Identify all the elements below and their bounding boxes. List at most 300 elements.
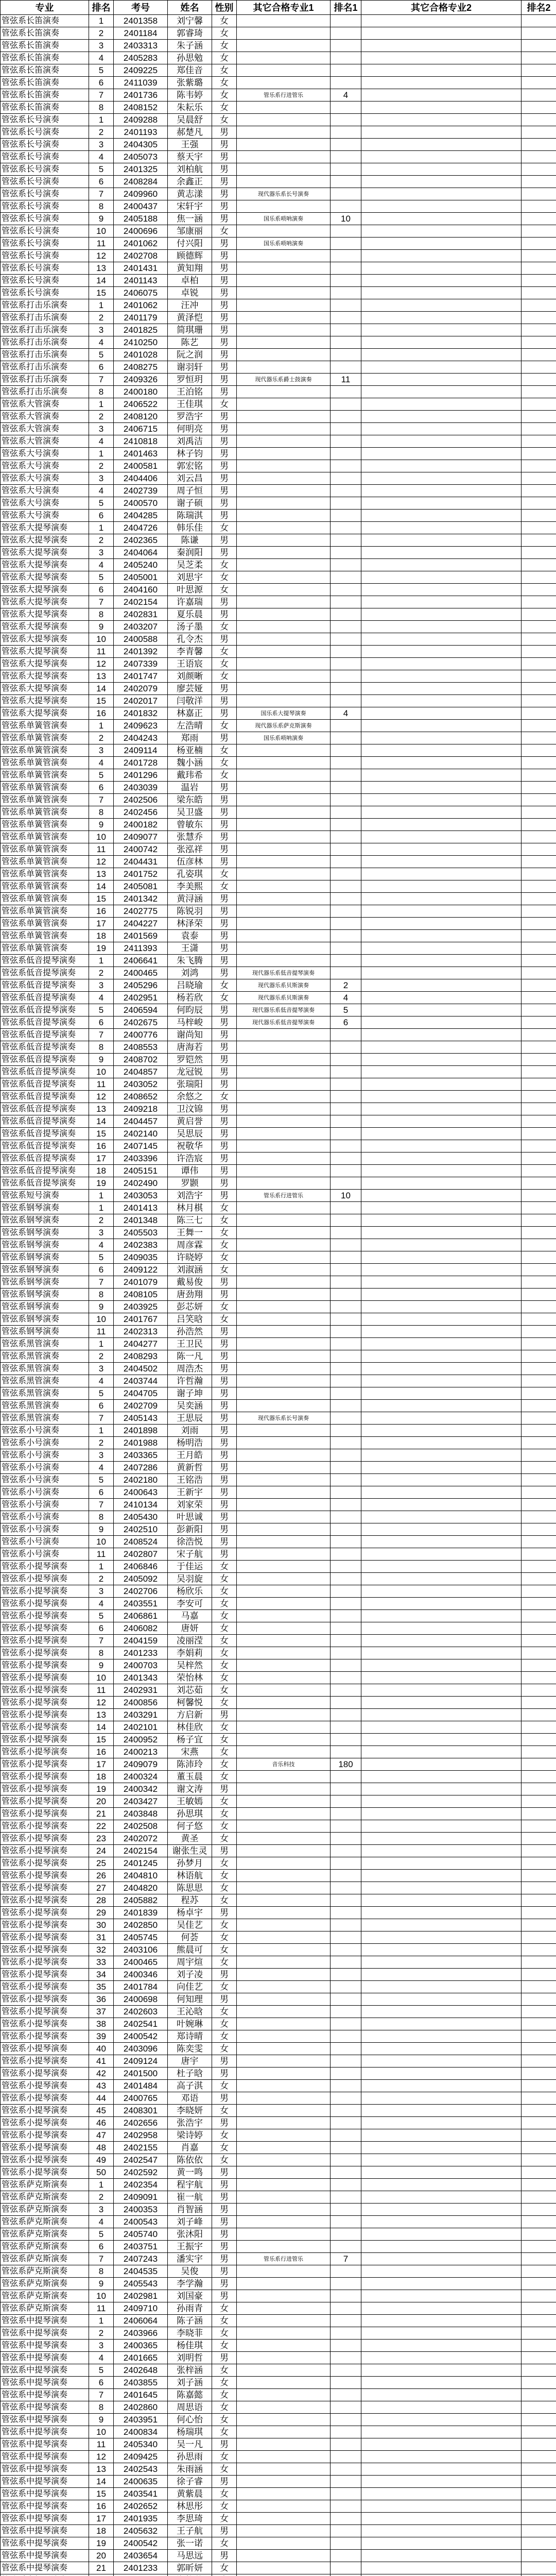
gender-cell: 女: [212, 744, 237, 757]
table-row: [1, 1857, 556, 1870]
table-row: [1, 1721, 556, 1734]
other-major-2-cell: [361, 930, 522, 942]
name-cell: 郑佳音: [168, 64, 212, 77]
major-cell: 管弦系低音提琴演奏: [1, 1128, 89, 1140]
rank-2-cell: [522, 1029, 556, 1041]
exam-number-cell: 2403751: [114, 2241, 168, 2253]
gender-cell: 男: [212, 2476, 237, 2488]
rank-1-cell: [331, 1091, 361, 1103]
rank-2-cell: [522, 868, 556, 880]
rank-1-cell: [331, 1659, 361, 1672]
rank-2-cell: [522, 1128, 556, 1140]
rank-1-cell: [331, 1264, 361, 1276]
rank-2-cell: [522, 374, 556, 386]
other-major-1-cell: [237, 1573, 331, 1585]
rank-2-cell: [522, 831, 556, 843]
table-row: [1, 2574, 556, 2576]
other-major-2-cell: [361, 411, 522, 423]
rank-1-cell: 11: [331, 374, 361, 386]
other-major-1-cell: 现代器乐系低音提琴演奏: [237, 1016, 331, 1029]
other-major-2-cell: [361, 2290, 522, 2302]
other-major-2-cell: [361, 1882, 522, 1894]
gender-cell: 女: [212, 1202, 237, 1214]
gender-cell: 男: [212, 967, 237, 979]
rank-cell: 31: [89, 1931, 114, 1944]
other-major-1-cell: [237, 1882, 331, 1894]
name-cell: 许哲瀚: [168, 1375, 212, 1387]
rank-2-cell: [522, 1598, 556, 1610]
table-row: [1, 880, 556, 893]
name-cell: 周浩杰: [168, 1363, 212, 1375]
major-cell: 管弦系长号演奏: [1, 114, 89, 126]
exam-number-cell: 2400742: [114, 843, 168, 856]
exam-number-cell: 2401184: [114, 27, 168, 40]
rank-cell: 2: [89, 460, 114, 472]
gender-cell: 女: [212, 1795, 237, 1808]
other-major-1-cell: [237, 831, 331, 843]
gender-cell: 女: [212, 584, 237, 596]
table-row: [1, 1993, 556, 2006]
major-cell: 管弦系大提琴演奏: [1, 670, 89, 683]
rank-1-cell: [331, 955, 361, 967]
exam-number-cell: 2400581: [114, 460, 168, 472]
other-major-2-cell: [361, 559, 522, 571]
major-cell: 管弦系低音提琴演奏: [1, 1153, 89, 1165]
rank-cell: 5: [89, 349, 114, 361]
rank-2-cell: [522, 1795, 556, 1808]
other-major-2-cell: [361, 1561, 522, 1573]
exam-number-cell: 2408105: [114, 1289, 168, 1301]
table-row: [1, 2018, 556, 2030]
gender-cell: 男: [212, 2525, 237, 2537]
rank-2-cell: [522, 2191, 556, 2204]
rank-2-cell: [522, 1697, 556, 1709]
rank-2-cell: [522, 646, 556, 658]
table-row: [1, 1029, 556, 1041]
other-major-2-cell: [361, 1239, 522, 1251]
gender-cell: 女: [212, 2401, 237, 2414]
rank-1-cell: [331, 893, 361, 905]
major-cell: 管弦系钢琴演奏: [1, 1239, 89, 1251]
rank-2-cell: [522, 1672, 556, 1684]
other-major-1-cell: [237, 1375, 331, 1387]
other-major-2-cell: [361, 1425, 522, 1437]
table-row: [1, 1054, 556, 1066]
table-row: [1, 1956, 556, 1969]
name-cell: 魏小涵: [168, 757, 212, 769]
rank-1-cell: [331, 584, 361, 596]
other-major-1-cell: [237, 2302, 331, 2315]
major-cell: 管弦系小提琴演奏: [1, 2092, 89, 2105]
rank-2-cell: [522, 460, 556, 472]
table-row: [1, 534, 556, 547]
exam-number-cell: 2400570: [114, 497, 168, 510]
rank-1-cell: [331, 77, 361, 89]
name-cell: 张沐阳: [168, 2228, 212, 2241]
other-major-2-cell: [361, 2241, 522, 2253]
name-cell: 李美熙: [168, 880, 212, 893]
major-cell: 管弦系长号演奏: [1, 200, 89, 213]
major-cell: 管弦系单簧管演奏: [1, 918, 89, 930]
name-cell: 杨欣乐: [168, 1585, 212, 1598]
rank-cell: 32: [89, 1944, 114, 1956]
name-cell: 陈锐羽: [168, 905, 212, 918]
table-row: [1, 1795, 556, 1808]
major-cell: 管弦系小提琴演奏: [1, 1783, 89, 1795]
major-cell: 管弦系小提琴演奏: [1, 2117, 89, 2129]
gender-cell: 男: [212, 1907, 237, 1919]
rank-1-cell: [331, 1931, 361, 1944]
name-cell: 崔一航: [168, 2191, 212, 2204]
other-major-1-cell: 国乐系大提琴演奏: [237, 707, 331, 720]
name-cell: 王舞一: [168, 1227, 212, 1239]
other-major-1-cell: [237, 1894, 331, 1907]
major-cell: 管弦系萨克斯演奏: [1, 2302, 89, 2315]
other-major-1-cell: [237, 695, 331, 707]
major-cell: 管弦系钢琴演奏: [1, 1289, 89, 1301]
other-major-2-cell: [361, 2265, 522, 2278]
other-major-2-cell: [361, 2426, 522, 2438]
rank-2-cell: [522, 485, 556, 497]
table-row: [1, 2488, 556, 2500]
table-row: [1, 1301, 556, 1313]
other-major-1-cell: [237, 856, 331, 868]
table-row: [1, 992, 556, 1004]
other-major-1-cell: [237, 1857, 331, 1870]
table-row: [1, 608, 556, 621]
other-major-1-cell: [237, 806, 331, 819]
other-major-1-cell: [237, 2142, 331, 2154]
table-row: [1, 262, 556, 275]
exam-number-cell: 2408524: [114, 1536, 168, 1548]
major-cell: 管弦系低音提琴演奏: [1, 1140, 89, 1153]
gender-cell: 男: [212, 2265, 237, 2278]
table-row: [1, 1004, 556, 1016]
rank-cell: 10: [89, 1536, 114, 1548]
gender-cell: 男: [212, 1177, 237, 1190]
rank-2-cell: [522, 1993, 556, 2006]
rank-1-cell: [331, 1400, 361, 1412]
gender-cell: 男: [212, 1066, 237, 1078]
rank-2-cell: [522, 559, 556, 571]
rank-1-cell: [331, 485, 361, 497]
major-cell: 管弦系小提琴演奏: [1, 2030, 89, 2043]
other-major-2-cell: [361, 608, 522, 621]
other-major-2-cell: [361, 732, 522, 744]
exam-number-cell: 2404810: [114, 1870, 168, 1882]
rank-cell: 45: [89, 2105, 114, 2117]
table-row: [1, 52, 556, 64]
table-row: [1, 930, 556, 942]
table-row: [1, 2476, 556, 2488]
rank-cell: 8: [89, 386, 114, 398]
name-cell: 李安可: [168, 1598, 212, 1610]
table-row: [1, 1437, 556, 1449]
table-row: [1, 2389, 556, 2401]
table-row: [1, 2550, 556, 2562]
rank-cell: 2: [89, 2327, 114, 2340]
other-major-2-cell: [361, 2537, 522, 2550]
exam-number-cell: 2401062: [114, 238, 168, 250]
rank-1-cell: [331, 1919, 361, 1931]
rank-2-cell: [522, 2537, 556, 2550]
rank-1-cell: [331, 151, 361, 163]
other-major-1-cell: [237, 1165, 331, 1177]
rank-1-cell: 4: [331, 992, 361, 1004]
major-cell: 管弦系长号演奏: [1, 287, 89, 299]
rank-1-cell: [331, 2067, 361, 2080]
rank-1-cell: [331, 126, 361, 139]
rank-cell: 19: [89, 1177, 114, 1190]
major-cell: 管弦系中提琴演奏: [1, 2438, 89, 2451]
table-row: [1, 1845, 556, 1857]
rank-2-cell: [522, 77, 556, 89]
rank-2-cell: [522, 238, 556, 250]
table-row: [1, 1214, 556, 1227]
table-row: [1, 2426, 556, 2438]
name-cell: 孙浩然: [168, 1326, 212, 1338]
other-major-1-cell: [237, 1202, 331, 1214]
other-major-2-cell: [361, 299, 522, 312]
exam-number-cell: 2400703: [114, 1659, 168, 1672]
rank-1-cell: [331, 1647, 361, 1659]
name-cell: 周思语: [168, 2401, 212, 2414]
major-cell: 管弦系大提琴演奏: [1, 658, 89, 670]
exam-number-cell: 2400952: [114, 1734, 168, 1746]
other-major-1-cell: [237, 522, 331, 534]
name-cell: 王语宸: [168, 658, 212, 670]
other-major-2-cell: [361, 2500, 522, 2513]
gender-cell: 女: [212, 1771, 237, 1783]
exam-number-cell: 2402860: [114, 2401, 168, 2414]
other-major-1-cell: [237, 2055, 331, 2067]
exam-number-cell: 2400696: [114, 225, 168, 238]
rank-cell: 4: [89, 435, 114, 448]
name-cell: 张慧乔: [168, 831, 212, 843]
rank-2-cell: [522, 114, 556, 126]
table-row: [1, 831, 556, 843]
table-row: [1, 979, 556, 992]
major-cell: 管弦系小提琴演奏: [1, 1635, 89, 1647]
exam-number-cell: 2401193: [114, 126, 168, 139]
major-cell: 管弦系单簧管演奏: [1, 782, 89, 794]
name-cell: 谭伟: [168, 1165, 212, 1177]
other-major-1-cell: [237, 942, 331, 955]
rank-1-cell: [331, 1709, 361, 1721]
rank-2-cell: [522, 967, 556, 979]
rank-2-cell: [522, 1350, 556, 1363]
table-row: [1, 596, 556, 608]
major-cell: 管弦系大管演奏: [1, 423, 89, 435]
other-major-2-cell: [361, 2154, 522, 2166]
rank-cell: 7: [89, 1499, 114, 1511]
rank-1-cell: [331, 40, 361, 52]
rank-cell: 3: [89, 979, 114, 992]
major-cell: 管弦系单簧管演奏: [1, 930, 89, 942]
major-cell: 管弦系小提琴演奏: [1, 1882, 89, 1894]
table-row: [1, 1969, 556, 1981]
gender-cell: 女: [212, 1857, 237, 1870]
other-major-2-cell: [361, 435, 522, 448]
rank-2-cell: [522, 2055, 556, 2067]
other-major-1-cell: [237, 646, 331, 658]
rank-1-cell: [331, 2129, 361, 2142]
rank-1-cell: [331, 1350, 361, 1363]
name-cell: 余鑫正: [168, 176, 212, 188]
major-cell: 管弦系小提琴演奏: [1, 2129, 89, 2142]
gender-cell: 女: [212, 1820, 237, 1833]
rank-2-cell: [522, 1746, 556, 1758]
gender-cell: 女: [212, 1870, 237, 1882]
major-cell: 管弦系萨克斯演奏: [1, 2290, 89, 2302]
rank-2-cell: [522, 200, 556, 213]
other-major-2-cell: [361, 151, 522, 163]
name-cell: 杜子晗: [168, 2067, 212, 2080]
rank-1-cell: [331, 2562, 361, 2574]
major-cell: 管弦系大提琴演奏: [1, 547, 89, 559]
rank-1-cell: [331, 2364, 361, 2377]
rank-1-cell: [331, 435, 361, 448]
gender-cell: 女: [212, 1214, 237, 1227]
major-cell: 管弦系单簧管演奏: [1, 880, 89, 893]
other-major-1-cell: [237, 1041, 331, 1054]
rank-cell: 9: [89, 621, 114, 633]
table-row: [1, 2364, 556, 2377]
table-row: [1, 1449, 556, 1462]
other-major-2-cell: [361, 1993, 522, 2006]
rank-1-cell: [331, 2302, 361, 2315]
other-major-2-cell: [361, 1190, 522, 1202]
major-cell: 管弦系小提琴演奏: [1, 1993, 89, 2006]
other-major-1-cell: [237, 1969, 331, 1981]
rank-2-cell: [522, 1536, 556, 1548]
name-cell: 刘家荣: [168, 1499, 212, 1511]
other-major-2-cell: [361, 2179, 522, 2191]
table-row: [1, 1536, 556, 1548]
rank-2-cell: [522, 2574, 556, 2576]
exam-number-cell: 2401028: [114, 349, 168, 361]
gender-cell: 男: [212, 460, 237, 472]
other-major-1-cell: [237, 584, 331, 596]
table-row: [1, 1140, 556, 1153]
gender-cell: 男: [212, 1969, 237, 1981]
rank-1-cell: [331, 942, 361, 955]
rank-1-cell: [331, 1734, 361, 1746]
rank-2-cell: [522, 1276, 556, 1289]
other-major-2-cell: [361, 1289, 522, 1301]
name-cell: 伍彦林: [168, 856, 212, 868]
name-cell: 马梓峻: [168, 1016, 212, 1029]
table-row: [1, 2562, 556, 2574]
rank-2-cell: [522, 2278, 556, 2290]
table-row: [1, 905, 556, 918]
name-cell: 焦一涵: [168, 213, 212, 225]
rank-cell: 3: [89, 2204, 114, 2216]
major-cell: 管弦系小提琴演奏: [1, 2080, 89, 2092]
gender-cell: 女: [212, 2463, 237, 2476]
rank-cell: 42: [89, 2067, 114, 2080]
major-cell: 管弦系钢琴演奏: [1, 1276, 89, 1289]
exam-number-cell: 2404820: [114, 1882, 168, 1894]
table-row: [1, 732, 556, 744]
major-cell: 管弦系中提琴演奏: [1, 2451, 89, 2463]
other-major-2-cell: [361, 1054, 522, 1066]
gender-cell: 男: [212, 856, 237, 868]
name-cell: 梁东皓: [168, 794, 212, 806]
other-major-1-cell: [237, 2290, 331, 2302]
other-major-1-cell: [237, 1214, 331, 1227]
rank-cell: 6: [89, 77, 114, 89]
other-major-2-cell: [361, 2030, 522, 2043]
rank-cell: 49: [89, 2154, 114, 2166]
rank-2-cell: [522, 880, 556, 893]
rank-1-cell: [331, 27, 361, 40]
table-row: [1, 510, 556, 522]
exam-number-cell: 2405081: [114, 880, 168, 893]
rank-2-cell: [522, 2414, 556, 2426]
other-major-2-cell: [361, 2327, 522, 2340]
exam-number-cell: 2407286: [114, 1462, 168, 1474]
major-cell: 管弦系小提琴演奏: [1, 1561, 89, 1573]
rank-1-cell: [331, 1746, 361, 1758]
rank-1-cell: [331, 695, 361, 707]
gender-cell: 男: [212, 2290, 237, 2302]
gender-cell: 女: [212, 1721, 237, 1734]
rank-cell: 46: [89, 2117, 114, 2129]
rank-1-cell: [331, 1387, 361, 1400]
exam-number-cell: 2402017: [114, 695, 168, 707]
name-cell: 温岩: [168, 782, 212, 794]
rank-2-cell: [522, 52, 556, 64]
exam-number-cell: 2401079: [114, 1276, 168, 1289]
name-cell: 李娟莉: [168, 1647, 212, 1659]
other-major-2-cell: [361, 1894, 522, 1907]
other-major-1-cell: [237, 843, 331, 856]
other-major-1-cell: [237, 1054, 331, 1066]
rank-1-cell: [331, 15, 361, 27]
gender-cell: 男: [212, 324, 237, 336]
rank-cell: 9: [89, 819, 114, 831]
gender-cell: 男: [212, 386, 237, 398]
rank-cell: 6: [89, 2241, 114, 2253]
major-cell: 管弦系大号演奏: [1, 460, 89, 472]
rank-cell: 9: [89, 2278, 114, 2290]
major-cell: 管弦系小号演奏: [1, 1474, 89, 1486]
gender-cell: 男: [212, 238, 237, 250]
other-major-2-cell: [361, 1313, 522, 1326]
exam-number-cell: 2409035: [114, 1251, 168, 1264]
rank-1-cell: 4: [331, 89, 361, 101]
table-row: [1, 2228, 556, 2241]
major-cell: 管弦系萨克斯演奏: [1, 2216, 89, 2228]
exam-number-cell: 2401832: [114, 707, 168, 720]
name-cell: 曾敏东: [168, 819, 212, 831]
exam-number-cell: 2402958: [114, 2129, 168, 2142]
name-cell: 于佳运: [168, 1561, 212, 1573]
other-major-2-cell: [361, 1251, 522, 1264]
rank-cell: 19: [89, 1783, 114, 1795]
rank-cell: 13: [89, 262, 114, 275]
gender-cell: 女: [212, 1672, 237, 1684]
name-cell: 陈奕雯: [168, 2043, 212, 2055]
other-major-1-cell: [237, 2389, 331, 2401]
other-major-2-cell: [361, 979, 522, 992]
rank-2-cell: [522, 2315, 556, 2327]
rank-1-cell: [331, 2414, 361, 2426]
gender-cell: 男: [212, 188, 237, 200]
gender-cell: 男: [212, 2117, 237, 2129]
major-cell: 管弦系小提琴演奏: [1, 2067, 89, 2080]
